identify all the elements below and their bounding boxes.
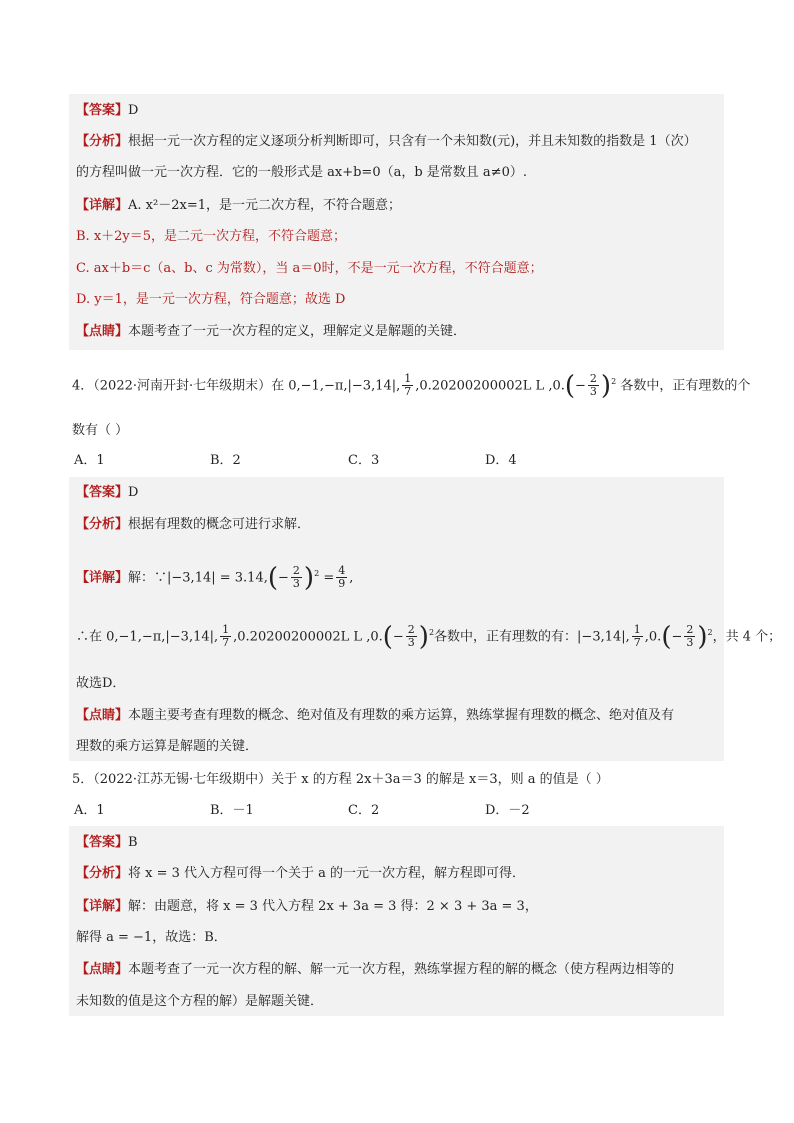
question-4-stem: 4．（2022·河南开封·七年级期末）在 0,−1,−π,|−3,14|, $\frac{1}{7}$ ,0.20200200002L L ,0.(− $\frac{2}{3}$ )$^2$ 各数中，正有理数的个 [72, 370, 751, 401]
detail-line-c: C. ax＋b＝c（a、b、c 为常数），当 a＝0时，不是一元一次方程，不符合题意； [76, 261, 543, 276]
detail-line: 【详解】解：∵|−3,14| = 3.14,(− $\frac{2}{3}$ )$^2$ = $\frac{4}{9}$ , [76, 562, 354, 593]
comment-line-2: 未知数的值是这个方程的解）是解题关键． [76, 994, 324, 1009]
detail-line-d: D. y＝1，是一元一次方程，符合题意；故选 D [76, 292, 346, 307]
detail-line-2: 解得 a = −1，故选：B． [76, 930, 227, 945]
answer-line: 【答案】B [76, 835, 138, 850]
answer-line [76, 101, 138, 121]
question-5-stem: 5．（2022·江苏无锡·七年级期中）关于 x 的方程 2x＋3a＝3 的解是 x＝3，则 a 的值是（ ） [72, 772, 609, 787]
answer-tag: 【答案】 [76, 103, 129, 118]
analysis-line: 【分析】根据一元一次方程的定义逐项分析判断即可，只含有一个未知数(元)，并且未知数的指数是 1（次） [76, 134, 697, 149]
analysis-line: 【分析】将 x = 3 代入方程可得一个关于 a 的一元一次方程，解方程即可得． [76, 866, 526, 881]
detail-line: 【详解】解：由题意，将 x = 3 代入方程 2x + 3a = 3 得：2 × 3 + 3a = 3， [76, 899, 538, 914]
detail-line-3: 故选D． [76, 676, 126, 691]
question-4-stem-line-2: 数有（ ） [72, 423, 129, 438]
solution-block-q5 [69, 826, 724, 1016]
option-a: A．1 [74, 803, 105, 818]
option-d: D．4 [485, 453, 517, 468]
answer-line: 【答案】D [76, 485, 139, 500]
comment-line: 【点睛】本题考查了一元一次方程的解、解一元一次方程，熟练掌握方程的解的概念（使方程两边相等的 [76, 962, 675, 977]
detail-line: 【详解】A. x²－2x=1，是一元二次方程，不符合题意； [76, 198, 401, 213]
comment-line: 【点睛】本题主要考查有理数的概念、绝对值及有理数的乘方运算，熟练掌握有理数的概念、绝对值及有 [76, 708, 675, 723]
detail-tag: 【详解】 [76, 198, 129, 213]
option-b: B．－1 [210, 803, 254, 818]
option-c: C．2 [348, 803, 380, 818]
analysis-tag: 【分析】 [76, 134, 129, 149]
detail-line-2: ∴在 0,−1,−π,|−3,14|, $\frac{1}{7}$ ,0.20200200002L L ,0.(− $\frac{2}{3}$ )$^2$各数中，正有理数的有：|−3,14|, $\frac{1}{7}$ ,0.(− $\frac{2}{3}$ )$^2$，共 4 个； [76, 621, 782, 652]
comment-line-2: 理数的乘方运算是解题的关键． [76, 739, 259, 754]
comment-tag: 【点睛】 [76, 324, 129, 339]
fraction: $\frac{1}{7}$ [404, 372, 412, 399]
option-d: D．－2 [485, 803, 530, 818]
comment-line: 【点睛】本题考查了一元一次方程的定义，理解定义是解题的关键． [76, 324, 467, 339]
option-b: B．2 [210, 453, 241, 468]
detail-line-b: B. x＋2y＝5，是二元一次方程，不符合题意； [76, 229, 347, 244]
option-a: A．1 [74, 453, 105, 468]
answer-value: D [128, 103, 139, 118]
analysis-line-2: 的方程叫做一元一次方程．它的一般形式是 ax+b=0（a，b 是常数且 a≠0）. [76, 165, 527, 180]
analysis-line: 【分析】根据有理数的概念可进行求解． [76, 517, 311, 532]
option-c: C．3 [348, 453, 380, 468]
